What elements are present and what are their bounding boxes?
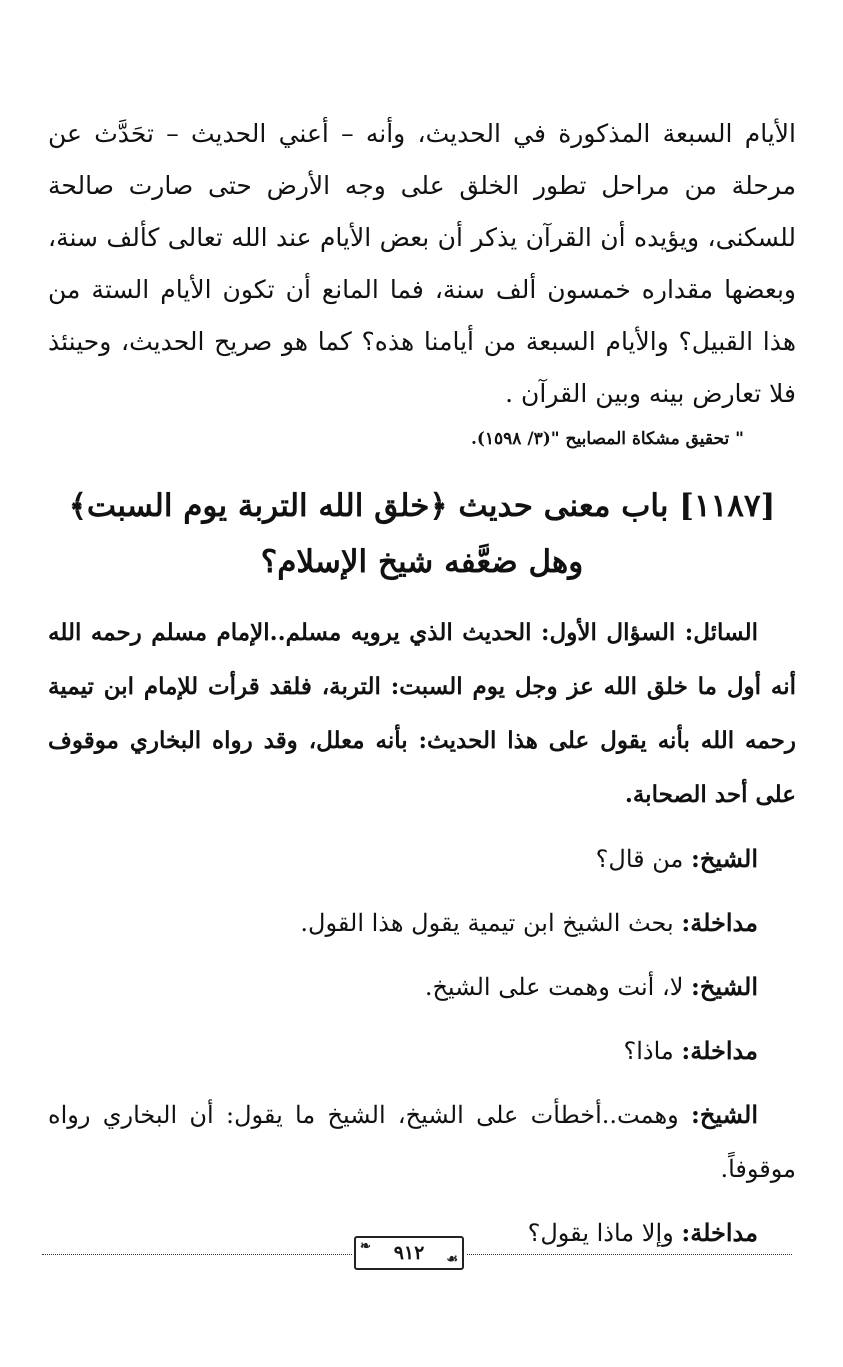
speaker-label: الشيخ: — [691, 1100, 758, 1129]
page-number-frame — [354, 1236, 464, 1270]
turn-text: وهمت..أخطأت على الشيخ، الشيخ ما يقول: أن البخاري رواه موقوفاً. — [48, 1101, 796, 1183]
speaker-label: مداخلة: — [681, 908, 758, 937]
turn-text: لا، أنت وهمت على الشيخ. — [424, 973, 692, 1001]
footer-dotted-rule-right — [467, 1254, 792, 1255]
dialogue-turn — [48, 960, 796, 1014]
chapter-heading-line2: وهل ضعَّفه شيخ الإسلام؟ — [260, 544, 584, 580]
turn-text: وإلا ماذا يقول؟ — [527, 1219, 682, 1247]
dialogue-turn — [48, 1024, 796, 1078]
chapter-heading — [48, 478, 796, 590]
speaker-label: الشيخ: — [691, 844, 758, 873]
speaker-label: مداخلة: — [681, 1036, 758, 1065]
chapter-heading-line1: [١١٨٧] باب معنى حديث ﴿خلق الله التربة يوم السبت﴾ — [68, 488, 776, 524]
dialogue-turn — [48, 832, 796, 886]
speaker-label: الشيخ: — [691, 972, 758, 1001]
turn-text: بحث الشيخ ابن تيمية يقول هذا القول. — [300, 909, 682, 937]
turn-text: ماذا؟ — [623, 1037, 682, 1065]
page-footer — [42, 1236, 792, 1276]
page-body — [48, 108, 796, 1260]
dialogue-turn — [48, 896, 796, 950]
source-note: " تحقيق مشكاة المصابيح "(٣/ ١٥٩٨). — [470, 429, 744, 449]
question-paragraph: السائل: السؤال الأول: الحديث الذي يرويه مسلم..الإمام مسلم رحمه الله أنه أول ما خلق الله عز وجل يوم السبت: التربة، فلقد قرأت للإمام ابن تيمية رحمه الله بأنه يقول على هذا الحديث: بأنه معلل، وقد رواه البخاري موقوف على أحد الصحابة. — [48, 619, 796, 808]
ornament-icon: ❧ — [360, 1239, 371, 1254]
intro-paragraph: الأيام السبعة المذكورة في الحديث، وأنه – أعني الحديث – تحَدَّث عن مرحلة من مراحل تطور الخلق على وجه الأرض حتى صارت صالحة للسكنى، ويؤيده أن القرآن يذكر أن بعض الأيام عند الله تعالى كألف سنة، وبعضها مقداره خمسون ألف سنة، فما المانع أن تكون الأيام الستة من هذا القبيل؟ والأيام السبعة من أيامنا هذه؟ كما هو صريح الحديث، وحينئذ فلا تعارض بينه وبين القرآن . — [48, 119, 796, 408]
dialogue — [48, 832, 796, 1260]
ornament-icon: ☙ — [446, 1252, 458, 1267]
turn-text: من قال؟ — [595, 845, 692, 873]
footer-dotted-rule-left — [42, 1254, 352, 1255]
speaker-label: مداخلة: — [681, 1218, 758, 1247]
page-number: ٩١٢ — [393, 1242, 425, 1264]
dialogue-turn — [48, 1088, 796, 1196]
